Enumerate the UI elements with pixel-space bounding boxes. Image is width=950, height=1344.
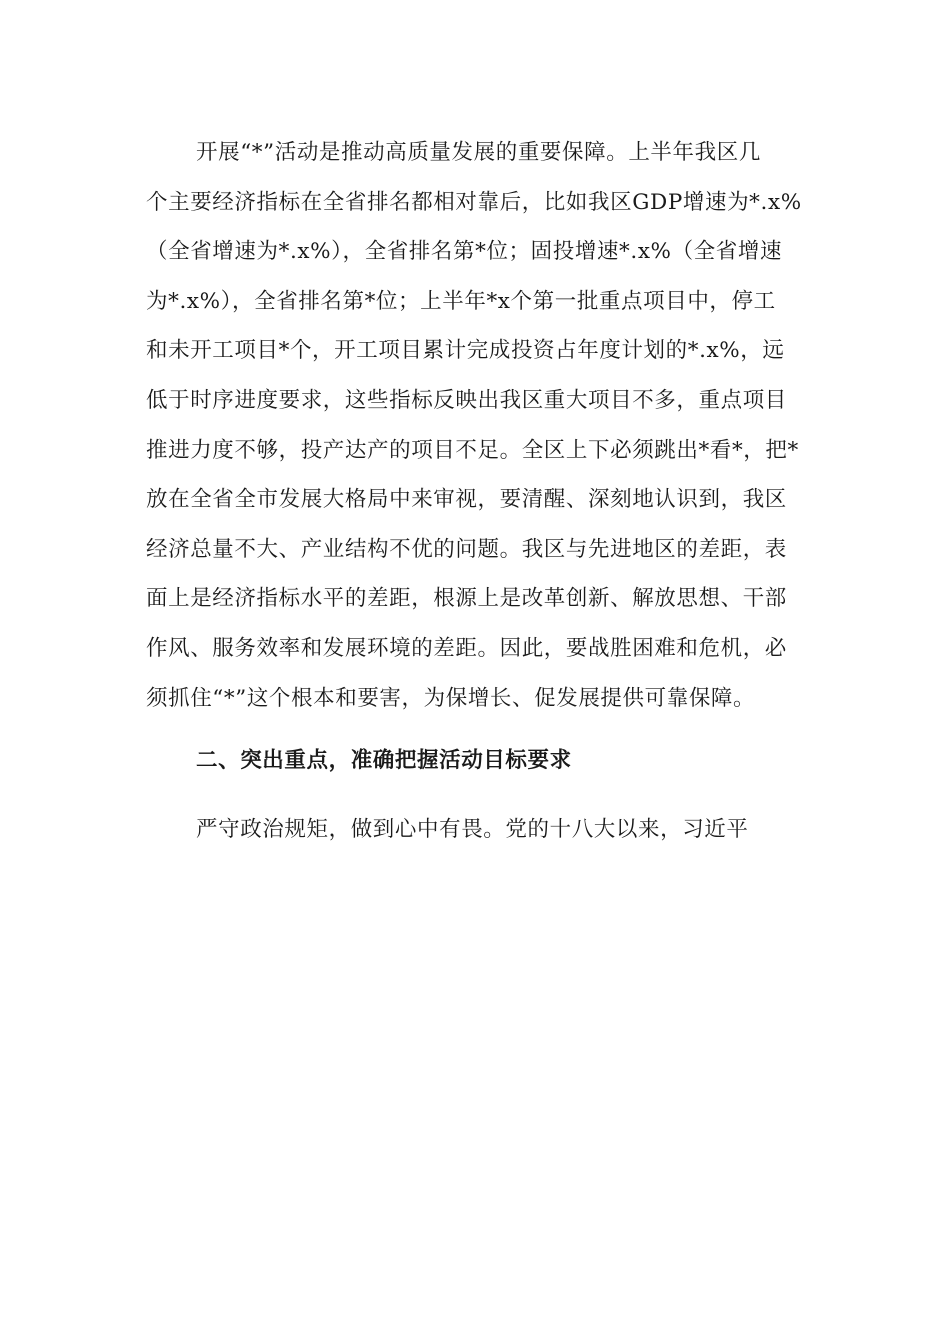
paragraph-line: 个主要经济指标在全省排名都相对靠后，比如我区GDP增速为*.x% [146,189,802,215]
paragraph-line: 和未开工项目*个，开工项目累计完成投资占年度计划的*.x%，远 [146,338,785,364]
paragraph-line: 放在全省全市发展大格局中来审视，要清醒、深刻地认识到，我区 [146,487,787,513]
body-paragraph [146,128,806,723]
paragraph-line: 低于时序进度要求，这些指标反映出我区重大项目不多，重点项目 [146,387,787,413]
body-paragraph [146,805,806,855]
section-heading: 二、突出重点，准确把握活动目标要求 [196,748,572,773]
paragraph-line: 面上是经济指标水平的差距，根源上是改革创新、解放思想、干部 [146,586,787,612]
paragraph-line: 须抓住“*”这个根本和要害，为保增长、促发展提供可靠保障。 [146,685,756,711]
paragraph-line: 推进力度不够，投产达产的项目不足。全区上下必须跳出*看*，把* [146,437,799,463]
paragraph-line: 开展“*”活动是推动高质量发展的重要保障。上半年我区几 [196,140,761,165]
paragraph-line: 严守政治规矩，做到心中有畏。党的十八大以来，习近平 [196,817,749,842]
paragraph-line: 作风、服务效率和发展环境的差距。因此，要战胜困难和危机，必 [146,635,787,661]
paragraph-line: 为*.x%），全省排名第*位；上半年*x个第一批重点项目中，停工 [146,288,776,314]
paragraph-line: （全省增速为*.x%），全省排名第*位；固投增速*.x%（全省增速 [146,239,783,265]
paragraph-line: 经济总量不大、产业结构不优的问题。我区与先进地区的差距，表 [146,536,787,562]
